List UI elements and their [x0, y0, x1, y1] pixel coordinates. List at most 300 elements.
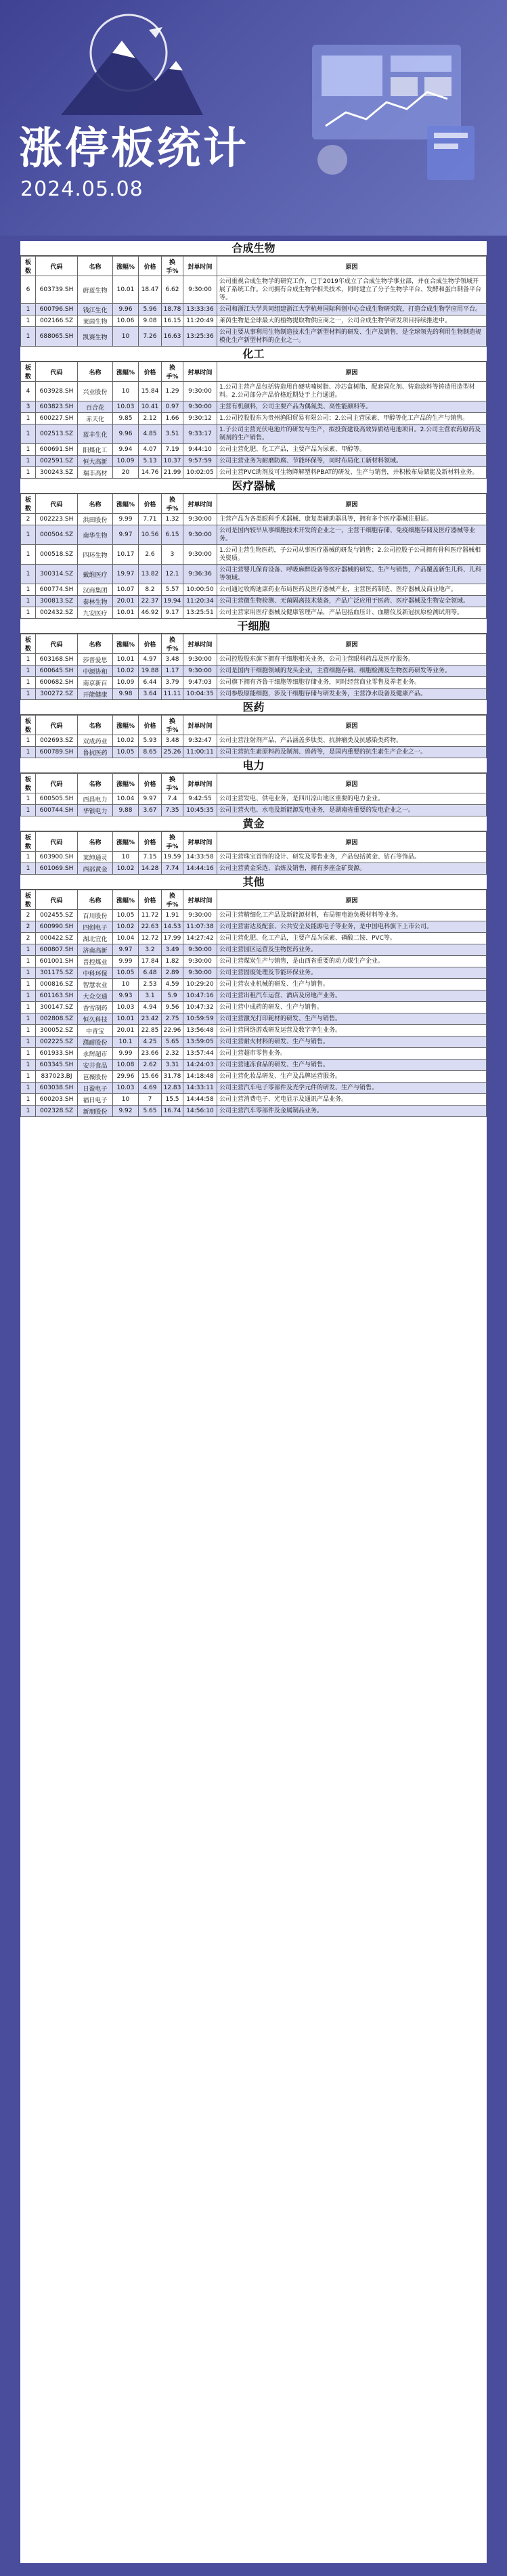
table-cell: 5.96 [139, 304, 162, 315]
table-cell: 22.96 [162, 1025, 183, 1036]
column-header: 代码 [36, 634, 78, 654]
table-cell: 22.85 [139, 1025, 162, 1036]
table-cell: 1 [21, 677, 36, 689]
column-header: 价格 [139, 634, 162, 654]
table-row [21, 596, 487, 607]
table-row [21, 545, 487, 565]
table-header-row [21, 890, 487, 910]
table-header-row [21, 494, 487, 514]
table-cell: 002693.SZ [36, 735, 78, 747]
table-cell: 9.17 [162, 607, 183, 619]
table-header-row [21, 257, 487, 276]
table-cell: 鲁抗医药 [78, 747, 113, 758]
table-cell: 公司主营农业机械的研发、生产与销售。 [217, 979, 487, 990]
column-header: 板数 [21, 494, 36, 514]
table-cell: 002513.SZ [36, 424, 78, 444]
table-cell: 000816.SZ [36, 979, 78, 990]
table-cell: 837023.BJ [36, 1071, 78, 1083]
column-header: 原因 [217, 774, 487, 793]
table-cell: 兴业股份 [78, 382, 113, 401]
table-row [21, 514, 487, 525]
table-cell: 14:24:03 [183, 1060, 217, 1071]
table-cell: 603928.SH [36, 382, 78, 401]
table-cell: 22.63 [139, 921, 162, 933]
table-cell: 002166.SZ [36, 315, 78, 327]
table-cell: 公司控股股东旗下拥有干细胞相关业务，公司主营眼科药品及医疗服务。 [217, 654, 487, 665]
table-cell: 9:30:00 [183, 665, 217, 677]
table-cell: 公司主营注射剂产品，产品涵盖多肽类、抗肿瘤类及抗感染类药物。 [217, 735, 487, 747]
table-cell: 9.08 [139, 315, 162, 327]
table-cell: 603345.SH [36, 1060, 78, 1071]
table-cell: 601933.SH [36, 1048, 78, 1060]
table-cell: 1 [21, 525, 36, 545]
table-cell: 4.59 [162, 979, 183, 990]
table-cell: 开能健康 [78, 689, 113, 700]
table-cell: 赤天化 [78, 413, 113, 424]
table-row [21, 921, 487, 933]
column-header: 名称 [78, 716, 113, 735]
table-cell: 12.1 [162, 565, 183, 584]
table-cell: 公司主营煤炭生产与销售，是山西省重要的动力煤生产企业。 [217, 956, 487, 967]
table-cell: 1 [21, 805, 36, 816]
column-header: 换手% [162, 832, 183, 852]
table-cell: 1 [21, 467, 36, 479]
table-row [21, 665, 487, 677]
sector-title: 电力 [20, 758, 487, 773]
table-cell: 6.48 [139, 967, 162, 979]
table-cell: 莱绅通灵 [78, 852, 113, 863]
table-cell: 7.26 [139, 327, 162, 347]
table-cell: 1 [21, 545, 36, 565]
table-cell: 11.72 [139, 910, 162, 921]
table-cell: 10 [113, 979, 139, 990]
column-header: 名称 [78, 774, 113, 793]
table-cell: 10.41 [139, 401, 162, 413]
table-cell: 4.07 [139, 444, 162, 456]
table-row [21, 401, 487, 413]
table-cell: 1 [21, 596, 36, 607]
column-header: 封单时间 [183, 634, 217, 654]
table-cell: 9:30:12 [183, 413, 217, 424]
table-cell: 1 [21, 315, 36, 327]
table-row [21, 967, 487, 979]
table-cell: 1.82 [162, 956, 183, 967]
table-cell: 1 [21, 956, 36, 967]
table-cell: 恒久科技 [78, 1013, 113, 1025]
table-row [21, 689, 487, 700]
table-cell: 300314.SZ [36, 565, 78, 584]
sector-title: 医疗器械 [20, 479, 487, 494]
table-cell: 7.35 [162, 805, 183, 816]
table-cell: 3 [21, 401, 36, 413]
table-cell: 1 [21, 747, 36, 758]
table-cell: 10.09 [113, 677, 139, 689]
table-cell: 濮耐股份 [78, 1036, 113, 1048]
table-cell: 2.6 [139, 545, 162, 565]
column-header: 板数 [21, 634, 36, 654]
table-cell: 1 [21, 852, 36, 863]
table-cell: 9:42:55 [183, 793, 217, 805]
table-cell: 瑞丰高材 [78, 467, 113, 479]
table-cell: 大众交通 [78, 990, 113, 1002]
table-cell: 日盈电子 [78, 1083, 113, 1094]
table-cell: 香雪制药 [78, 1002, 113, 1013]
table-cell: 3.2 [139, 944, 162, 956]
table-cell: 5.13 [139, 456, 162, 467]
table-cell: 600645.SH [36, 665, 78, 677]
table-cell: 1 [21, 1048, 36, 1060]
table-cell: 3.48 [162, 735, 183, 747]
table-cell: 7.19 [162, 444, 183, 456]
table-cell: 14:44:16 [183, 863, 217, 875]
table-cell: 公司主营固废处理及节能环保业务。 [217, 967, 487, 979]
table-cell: 603823.SH [36, 401, 78, 413]
column-header: 换手% [162, 494, 183, 514]
table-cell: 10.04 [113, 933, 139, 944]
table-cell: 10 [113, 382, 139, 401]
sector-title: 化工 [20, 347, 487, 362]
sector-table [20, 715, 487, 758]
table-cell: 莱茵生物 [78, 315, 113, 327]
column-header: 涨幅% [113, 634, 139, 654]
table-cell: 西昌电力 [78, 793, 113, 805]
table-cell: 10.1 [113, 1036, 139, 1048]
table-cell: 公司主营园区运营及生物医药业务。 [217, 944, 487, 956]
sector-section [20, 241, 487, 347]
table-cell: 10:45:35 [183, 805, 217, 816]
table-cell: 1 [21, 584, 36, 596]
table-cell: 600505.SH [36, 793, 78, 805]
table-cell: 9:33:17 [183, 424, 217, 444]
column-header: 换手% [162, 774, 183, 793]
table-cell: 中科环保 [78, 967, 113, 979]
table-cell: 4.85 [139, 424, 162, 444]
table-cell: 公司主营化肥、化工产品，主要产品为尿素、甲醇等。 [217, 444, 487, 456]
table-cell: 14:33:58 [183, 852, 217, 863]
table-cell: 4.94 [139, 1002, 162, 1013]
table-cell: 公司主要从事利用生物制造技术生产新型材料的研发、生产及销售，是全球领先的利用生物制造规模化生产新型材料的企业之一。 [217, 327, 487, 347]
table-cell: 公司和浙江大学共同组建浙江大学杭州国际科创中心合成生物研究院，打造合成生物学应用平台。 [217, 304, 487, 315]
table-cell: 000518.SZ [36, 545, 78, 565]
table-row [21, 990, 487, 1002]
table-cell: 9:30:00 [183, 545, 217, 565]
table-cell: 18.47 [139, 276, 162, 304]
column-header: 原因 [217, 832, 487, 852]
table-cell: 四环生物 [78, 545, 113, 565]
table-cell: 603739.SH [36, 276, 78, 304]
table-cell: 1.91 [162, 910, 183, 921]
table-cell: 9.96 [113, 304, 139, 315]
table-cell: 芭薇股份 [78, 1071, 113, 1083]
table-cell: 10.02 [113, 735, 139, 747]
table-cell: 4.25 [139, 1036, 162, 1048]
table-cell: 公司主营珠宝首饰的设计、研发及零售业务，产品包括黄金、钻石等饰品。 [217, 852, 487, 863]
table-cell: 10.08 [113, 1060, 139, 1071]
table-cell: 600789.SH [36, 747, 78, 758]
table-header-row [21, 716, 487, 735]
table-cell: 2.62 [139, 1060, 162, 1071]
table-cell: 1.29 [162, 382, 183, 401]
table-cell: 10.03 [113, 401, 139, 413]
table-cell: 9:36:36 [183, 565, 217, 584]
table-row [21, 852, 487, 863]
table-cell: 10.02 [113, 863, 139, 875]
table-cell: 12.72 [139, 933, 162, 944]
table-cell: 10.03 [113, 1083, 139, 1094]
table-cell: 5.9 [162, 990, 183, 1002]
sector-table [20, 494, 487, 619]
table-cell: 公司主营微生物检测、无菌隔离技术装备，产品广泛应用于医药、医疗器械及生物安全领域。 [217, 596, 487, 607]
table-cell: 3.51 [162, 424, 183, 444]
table-cell: 11:00:11 [183, 747, 217, 758]
table-row [21, 1094, 487, 1106]
table-row [21, 735, 487, 747]
table-cell: 凯赛生物 [78, 327, 113, 347]
table-cell: 10.05 [113, 747, 139, 758]
table-cell: 9.99 [113, 1048, 139, 1060]
table-cell: 300147.SZ [36, 1002, 78, 1013]
table-cell: 21.99 [162, 467, 183, 479]
table-cell: 1.17 [162, 665, 183, 677]
table-cell: 23.42 [139, 1013, 162, 1025]
table-cell: 7.4 [162, 793, 183, 805]
table-cell: 1 [21, 863, 36, 875]
dashboard-illustration-icon [292, 24, 495, 187]
table-row [21, 863, 487, 875]
table-header-row [21, 774, 487, 793]
table-cell: 10.05 [113, 967, 139, 979]
table-cell: 9:30:00 [183, 944, 217, 956]
table-cell: 3 [162, 545, 183, 565]
table-cell: 688065.SH [36, 327, 78, 347]
table-row [21, 677, 487, 689]
table-cell: 2.12 [139, 413, 162, 424]
table-cell: 公司主营汽车零部件及金属制品业务。 [217, 1106, 487, 1117]
table-cell: 301175.SZ [36, 967, 78, 979]
table-cell: 17.84 [139, 956, 162, 967]
table-cell: 10.07 [113, 584, 139, 596]
table-cell: 南华生物 [78, 525, 113, 545]
table-cell: 公司主营汽车电子零部件及光学元件的研发、生产与销售。 [217, 1083, 487, 1094]
table-cell: 1 [21, 444, 36, 456]
table-cell: 1 [21, 607, 36, 619]
table-cell: 双成药业 [78, 735, 113, 747]
table-cell: 002225.SZ [36, 1036, 78, 1048]
table-cell: 2.53 [139, 979, 162, 990]
table-cell: 600807.SH [36, 944, 78, 956]
column-header: 封单时间 [183, 257, 217, 276]
table-cell: 600203.SH [36, 1094, 78, 1106]
table-row [21, 304, 487, 315]
table-cell: 公司主营网络游戏研发运营及数字孪生业务。 [217, 1025, 487, 1036]
table-cell: 1.公司主营产品包括铸造用自硬呋喃树脂、冷芯盒树脂、配套固化剂、铸造涂料等铸造用造型材料。2.公司部分产品价格近期处于上行通道。 [217, 382, 487, 401]
table-cell: 10.03 [113, 1002, 139, 1013]
table-cell: 7 [139, 1094, 162, 1106]
column-header: 封单时间 [183, 494, 217, 514]
column-header: 名称 [78, 257, 113, 276]
table-cell: 9:30:00 [183, 382, 217, 401]
column-header: 原因 [217, 890, 487, 910]
column-header: 板数 [21, 716, 36, 735]
sector-section [20, 700, 487, 758]
table-row [21, 315, 487, 327]
table-cell: 13:25:51 [183, 607, 217, 619]
table-cell: 9:44:10 [183, 444, 217, 456]
column-header: 封单时间 [183, 716, 217, 735]
table-cell: 16.15 [162, 315, 183, 327]
table-cell: 9.56 [162, 1002, 183, 1013]
table-row [21, 805, 487, 816]
table-cell: 钱江生化 [78, 304, 113, 315]
table-cell: 1 [21, 1106, 36, 1117]
table-cell: 智慧农业 [78, 979, 113, 990]
table-cell: 000422.SZ [36, 933, 78, 944]
table-cell: 1 [21, 1036, 36, 1048]
table-cell: 2 [21, 921, 36, 933]
table-cell: 600796.SH [36, 304, 78, 315]
column-header: 名称 [78, 832, 113, 852]
table-cell: 9.98 [113, 689, 139, 700]
table-cell: 南京新百 [78, 677, 113, 689]
column-header: 原因 [217, 362, 487, 382]
table-cell: 4.97 [139, 654, 162, 665]
table-cell: 公司是国内较早从事细胞技术开发的企业之一，主营干细胞存储、免疫细胞存储及医疗器械等业务。 [217, 525, 487, 545]
table-cell: 戴维医疗 [78, 565, 113, 584]
table-cell: 9:30:00 [183, 956, 217, 967]
table-cell: 14:18:48 [183, 1071, 217, 1083]
column-header: 代码 [36, 774, 78, 793]
table-row [21, 1083, 487, 1094]
table-row [21, 1036, 487, 1048]
table-cell: 9.97 [113, 525, 139, 545]
table-cell: 公司是国内干细胞领域的龙头企业，主营细胞存储、细胞检测及生物医药研发等业务。 [217, 665, 487, 677]
table-cell: 15.66 [139, 1071, 162, 1083]
table-cell: 9:30:00 [183, 967, 217, 979]
table-cell: 2 [21, 910, 36, 921]
column-header: 原因 [217, 716, 487, 735]
table-row [21, 467, 487, 479]
table-row [21, 944, 487, 956]
table-cell: 22.37 [139, 596, 162, 607]
table-cell: 10:04:35 [183, 689, 217, 700]
table-cell: 永辉超市 [78, 1048, 113, 1060]
table-cell: 华银电力 [78, 805, 113, 816]
column-header: 换手% [162, 362, 183, 382]
table-cell: 10:47:16 [183, 990, 217, 1002]
table-cell: 10:00:50 [183, 584, 217, 596]
table-cell: 46.92 [139, 607, 162, 619]
table-cell: 1 [21, 979, 36, 990]
table-cell: 湖北宜化 [78, 933, 113, 944]
table-cell: 13:33:36 [183, 304, 217, 315]
table-header-row [21, 634, 487, 654]
table-cell: 19.97 [113, 565, 139, 584]
column-header: 板数 [21, 832, 36, 852]
table-cell: 公司主营出租汽车运营、酒店及房地产业务。 [217, 990, 487, 1002]
table-cell: 12.83 [162, 1083, 183, 1094]
table-cell: 10.17 [113, 545, 139, 565]
sector-table [20, 634, 487, 700]
table-row [21, 747, 487, 758]
table-cell: 9:30:00 [183, 525, 217, 545]
column-header: 板数 [21, 890, 36, 910]
sector-table [20, 890, 487, 1117]
column-header: 名称 [78, 634, 113, 654]
table-cell: 5.93 [139, 735, 162, 747]
table-cell: 9:47:03 [183, 677, 217, 689]
table-cell: 1 [21, 424, 36, 444]
table-row [21, 910, 487, 921]
table-cell: 四创电子 [78, 921, 113, 933]
table-row [21, 424, 487, 444]
table-cell: 10 [113, 327, 139, 347]
table-cell: 300243.SZ [36, 467, 78, 479]
column-header: 价格 [139, 832, 162, 852]
table-row [21, 413, 487, 424]
table-cell: 1.公司控股股东为贵州渔阳贸易有限公司；2.公司主营尿素、甲醇等化工产品的生产与销售。 [217, 413, 487, 424]
table-cell: 9.99 [113, 956, 139, 967]
table-cell: 阳煤化工 [78, 444, 113, 456]
column-header: 板数 [21, 362, 36, 382]
table-cell: 安井食品 [78, 1060, 113, 1071]
table-cell: 10:47:32 [183, 1002, 217, 1013]
table-cell: 601163.SH [36, 990, 78, 1002]
table-cell: 13:56:48 [183, 1025, 217, 1036]
table-cell: 2 [21, 514, 36, 525]
column-header: 价格 [139, 257, 162, 276]
sector-table [20, 831, 487, 875]
sector-table [20, 362, 487, 479]
table-cell: 300272.SZ [36, 689, 78, 700]
table-row [21, 1060, 487, 1071]
table-cell: 公司主营超市零售业务。 [217, 1048, 487, 1060]
table-cell: 10.06 [113, 315, 139, 327]
table-cell: 9.96 [113, 424, 139, 444]
table-cell: 14.28 [139, 863, 162, 875]
table-cell: 1 [21, 944, 36, 956]
table-cell: 14.53 [162, 921, 183, 933]
table-cell: 新朋股份 [78, 1106, 113, 1117]
table-cell: 15.5 [162, 1094, 183, 1106]
table-cell: 莱茵生物是全球最大的植物提取物供应商之一，公司合成生物学研发项目持续推进中。 [217, 315, 487, 327]
table-cell: 300813.SZ [36, 596, 78, 607]
table-cell: 5.65 [139, 1106, 162, 1117]
table-cell: 002455.SZ [36, 910, 78, 921]
table-cell: 福日电子 [78, 1094, 113, 1106]
column-header: 涨幅% [113, 494, 139, 514]
column-header: 代码 [36, 890, 78, 910]
table-row [21, 1002, 487, 1013]
table-cell: 九安医疗 [78, 607, 113, 619]
table-cell: 7.71 [139, 514, 162, 525]
table-cell: 1 [21, 689, 36, 700]
table-cell: 14:27:42 [183, 933, 217, 944]
table-cell: 1.32 [162, 514, 183, 525]
column-header: 涨幅% [113, 716, 139, 735]
table-cell: 2.32 [162, 1048, 183, 1060]
column-header: 涨幅% [113, 362, 139, 382]
column-header: 代码 [36, 362, 78, 382]
sector-section [20, 347, 487, 479]
table-cell: 3.31 [162, 1060, 183, 1071]
table-cell: 4 [21, 382, 36, 401]
table-cell: 6.44 [139, 677, 162, 689]
column-header: 原因 [217, 257, 487, 276]
table-cell: 1 [21, 1071, 36, 1083]
table-cell: 10:29:20 [183, 979, 217, 990]
table-cell: 23.66 [139, 1048, 162, 1060]
table-cell: 中青宝 [78, 1025, 113, 1036]
